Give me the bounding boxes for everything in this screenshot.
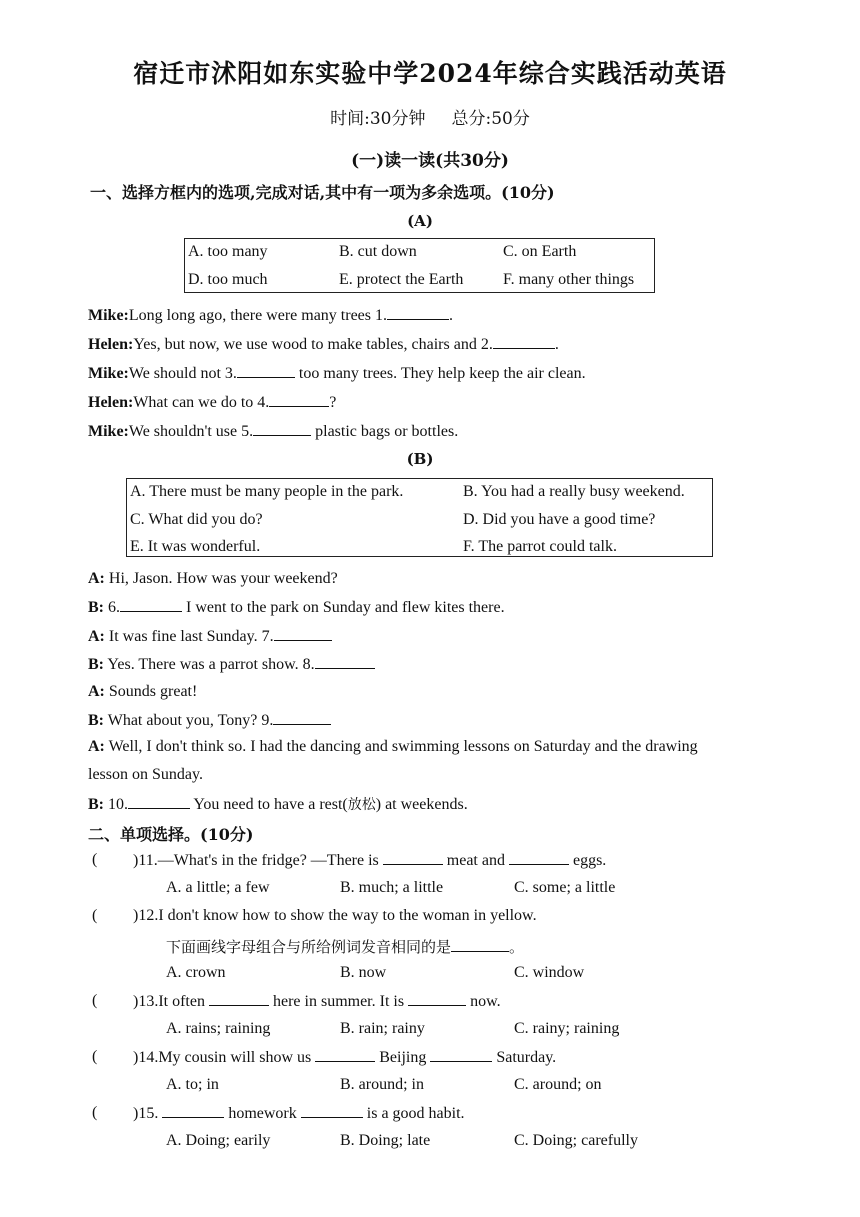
dialogue-line (88, 570, 338, 588)
dialogue-line (88, 711, 331, 730)
option-a[interactable]: A. Doing; earily (166, 1132, 271, 1149)
box-b-option: C. What did you do? (130, 511, 263, 528)
dialogue-line (88, 364, 586, 383)
line-text: We shouldn't use (128, 423, 242, 440)
answer-blank[interactable] (253, 422, 311, 436)
answer-blank[interactable] (509, 851, 569, 865)
speaker: Helen: (88, 394, 134, 411)
question-text: eggs. (568, 852, 607, 869)
line-text: . (449, 307, 454, 324)
question-text: here in summer. It is (268, 993, 409, 1010)
line-text: Well, I don't think so. I had the dancing and swimming lessons on Saturday and the drawing (108, 738, 698, 755)
option-c[interactable]: C. around; on (514, 1076, 602, 1093)
question-number: )14. (133, 1049, 159, 1066)
line-text: Yes. There was a parrot show. (107, 656, 303, 673)
box-a-option: A. too many (188, 243, 268, 260)
box-a-option: C. on Earth (503, 243, 577, 260)
question-text: meat and (442, 852, 509, 869)
option-c[interactable]: C. rainy; raining (514, 1020, 620, 1037)
line-text: You need to have a rest( (190, 796, 348, 813)
question-text: now. (466, 993, 501, 1010)
speaker: B: (88, 712, 104, 729)
line-text: Yes, but now, we use wood to make tables, chairs and (133, 336, 481, 353)
option-a[interactable]: A. a little; a few (166, 879, 270, 896)
line-text: What about you, Tony? (107, 712, 262, 729)
answer-blank[interactable] (430, 1048, 492, 1062)
part-heading: (一)读一读(共30分) (351, 151, 509, 171)
box-a-option: D. too much (188, 271, 268, 288)
speaker: A: (88, 683, 105, 700)
answer-blank[interactable] (387, 306, 449, 320)
question-number: )12. (133, 907, 159, 924)
question-text: —What's in the fridge? —There is (157, 852, 383, 869)
option-b[interactable]: B. rain; rainy (340, 1020, 425, 1037)
answer-blank[interactable] (315, 1048, 375, 1062)
question-13 (133, 992, 501, 1011)
answer-blank[interactable] (274, 627, 332, 641)
line-text: ? (329, 394, 337, 411)
question-12 (133, 907, 537, 925)
option-b[interactable]: B. around; in (340, 1076, 424, 1093)
section1-heading: 一、选择方框内的选项,完成对话,其中有一项为多余选项。(10分) (90, 183, 555, 202)
line-text: Sounds great! (108, 683, 198, 700)
answer-blank[interactable] (237, 364, 295, 378)
box-b-option: D. Did you have a good time? (463, 511, 656, 528)
blank-number: 8. (302, 656, 315, 673)
options-box-a (184, 238, 655, 293)
speaker: A: (88, 570, 105, 587)
line-text: lesson on Sunday. (88, 766, 203, 783)
page-title: 宿迁市沭阳如东实验中学2024年综合实践活动英语 (133, 59, 727, 88)
dialogue-line (88, 738, 698, 756)
blank-number: 9. (261, 712, 274, 729)
dialogue-line (88, 335, 559, 354)
option-a[interactable]: A. crown (166, 964, 226, 981)
box-b-option: A. There must be many people in the park. (130, 483, 404, 500)
score-label: 总分:50分 (451, 109, 530, 129)
speaker: A: (88, 628, 105, 645)
answer-blank[interactable] (408, 992, 466, 1006)
question-14 (133, 1048, 556, 1067)
answer-paren[interactable]: ( (92, 907, 98, 924)
line-text: We should not (128, 365, 225, 382)
answer-paren[interactable]: ( (92, 851, 98, 868)
answer-blank[interactable] (162, 1104, 224, 1118)
speaker: B: (88, 599, 104, 616)
box-a-option: B. cut down (339, 243, 417, 260)
answer-paren[interactable]: ( (92, 1104, 98, 1121)
dialogue-line (88, 794, 468, 814)
box-b-option: B. You had a really busy weekend. (463, 483, 685, 500)
box-b-label: (B) (406, 450, 434, 468)
line-text: too many trees. They help keep the air clean. (294, 365, 586, 382)
question-11 (133, 851, 606, 870)
blank-number: 5. (241, 423, 254, 440)
answer-blank[interactable] (383, 851, 443, 865)
question-text: Beijing (375, 1049, 431, 1066)
box-a-option: F. many other things (503, 271, 635, 288)
blank-number: 4. (257, 394, 270, 411)
line-text: . (554, 336, 559, 353)
answer-blank[interactable] (301, 1104, 363, 1118)
answer-blank[interactable] (273, 711, 331, 725)
blank-number: 7. (261, 628, 274, 645)
dialogue-line (88, 655, 375, 674)
options-box-b (126, 478, 713, 557)
box-a-label: (A) (407, 212, 433, 230)
question-text: I don't know how to show the way to the woman in yellow. (158, 907, 537, 924)
line-text: What can we do to (133, 394, 258, 411)
dialogue-line (88, 422, 458, 441)
answer-blank[interactable] (120, 598, 182, 612)
speaker: A: (88, 738, 105, 755)
dialogue-line (88, 598, 505, 617)
option-a[interactable]: A. rains; raining (166, 1020, 271, 1037)
box-a-option: E. protect the Earth (339, 271, 464, 288)
option-b[interactable]: B. Doing; late (340, 1132, 431, 1149)
question-number: )11. (133, 852, 158, 869)
answer-blank[interactable] (315, 655, 375, 669)
question-15 (133, 1104, 465, 1123)
question-number: )13. (133, 993, 159, 1010)
line-text: I went to the park on Sunday and flew kites there. (182, 599, 505, 616)
question-text: My cousin will show us (158, 1049, 316, 1066)
question-text: is a good habit. (362, 1105, 465, 1122)
blank-number: 10. (108, 796, 128, 813)
dialogue-line (88, 683, 197, 701)
dialogue-line (88, 393, 336, 412)
box-b-option: F. The parrot could talk. (463, 538, 617, 555)
option-c[interactable]: C. Doing; carefully (514, 1132, 638, 1149)
question-text: It often (158, 993, 209, 1010)
instruction-text: 下面画线字母组合与所给例词发音相同的是 (166, 940, 452, 956)
speaker: Helen: (88, 336, 134, 353)
line-text: Hi, Jason. How was your weekend? (108, 570, 338, 587)
line-text: plastic bags or bottles. (311, 423, 459, 440)
answer-blank[interactable] (493, 335, 555, 349)
answer-blank[interactable] (269, 393, 329, 407)
dialogue-line (88, 766, 203, 784)
line-text: 放松 (347, 797, 376, 813)
speaker: B: (88, 796, 104, 813)
line-text: It was fine last Sunday. (108, 628, 262, 645)
answer-paren[interactable]: ( (92, 992, 98, 1009)
option-c[interactable]: C. window (514, 964, 585, 981)
speaker: Mike: (88, 365, 129, 382)
option-b[interactable]: B. much; a little (340, 879, 444, 896)
speaker: Mike: (88, 423, 129, 440)
section2-heading: 二、单项选择。(10分) (88, 825, 254, 844)
dialogue-line (88, 627, 332, 646)
dialogue-line (88, 306, 453, 325)
answer-blank[interactable] (209, 992, 269, 1006)
box-b-option: E. It was wonderful. (130, 538, 261, 555)
time-label: 时间:30分钟 (330, 109, 426, 129)
instruction-text: 。 (509, 940, 525, 956)
speaker: B: (88, 656, 104, 673)
option-a[interactable]: A. to; in (166, 1076, 219, 1093)
option-c[interactable]: C. some; a little (514, 879, 616, 896)
question-text: homework (224, 1105, 301, 1122)
speaker: Mike: (88, 307, 129, 324)
exam-info (0, 104, 860, 129)
answer-paren[interactable]: ( (92, 1048, 98, 1065)
blank-number: 3. (224, 365, 237, 382)
blank-number: 2. (480, 336, 493, 353)
question-12-instruction (166, 936, 524, 957)
line-text: Long long ago, there were many trees (128, 307, 376, 324)
line-text: ) at weekends. (375, 796, 468, 813)
answer-blank[interactable] (128, 795, 190, 809)
blank-number: 6. (108, 599, 120, 616)
question-text: Saturday. (492, 1049, 557, 1066)
option-b[interactable]: B. now (340, 964, 387, 981)
blank-number: 1. (375, 307, 388, 324)
answer-blank[interactable] (451, 938, 509, 952)
question-number: )15. (133, 1105, 159, 1122)
